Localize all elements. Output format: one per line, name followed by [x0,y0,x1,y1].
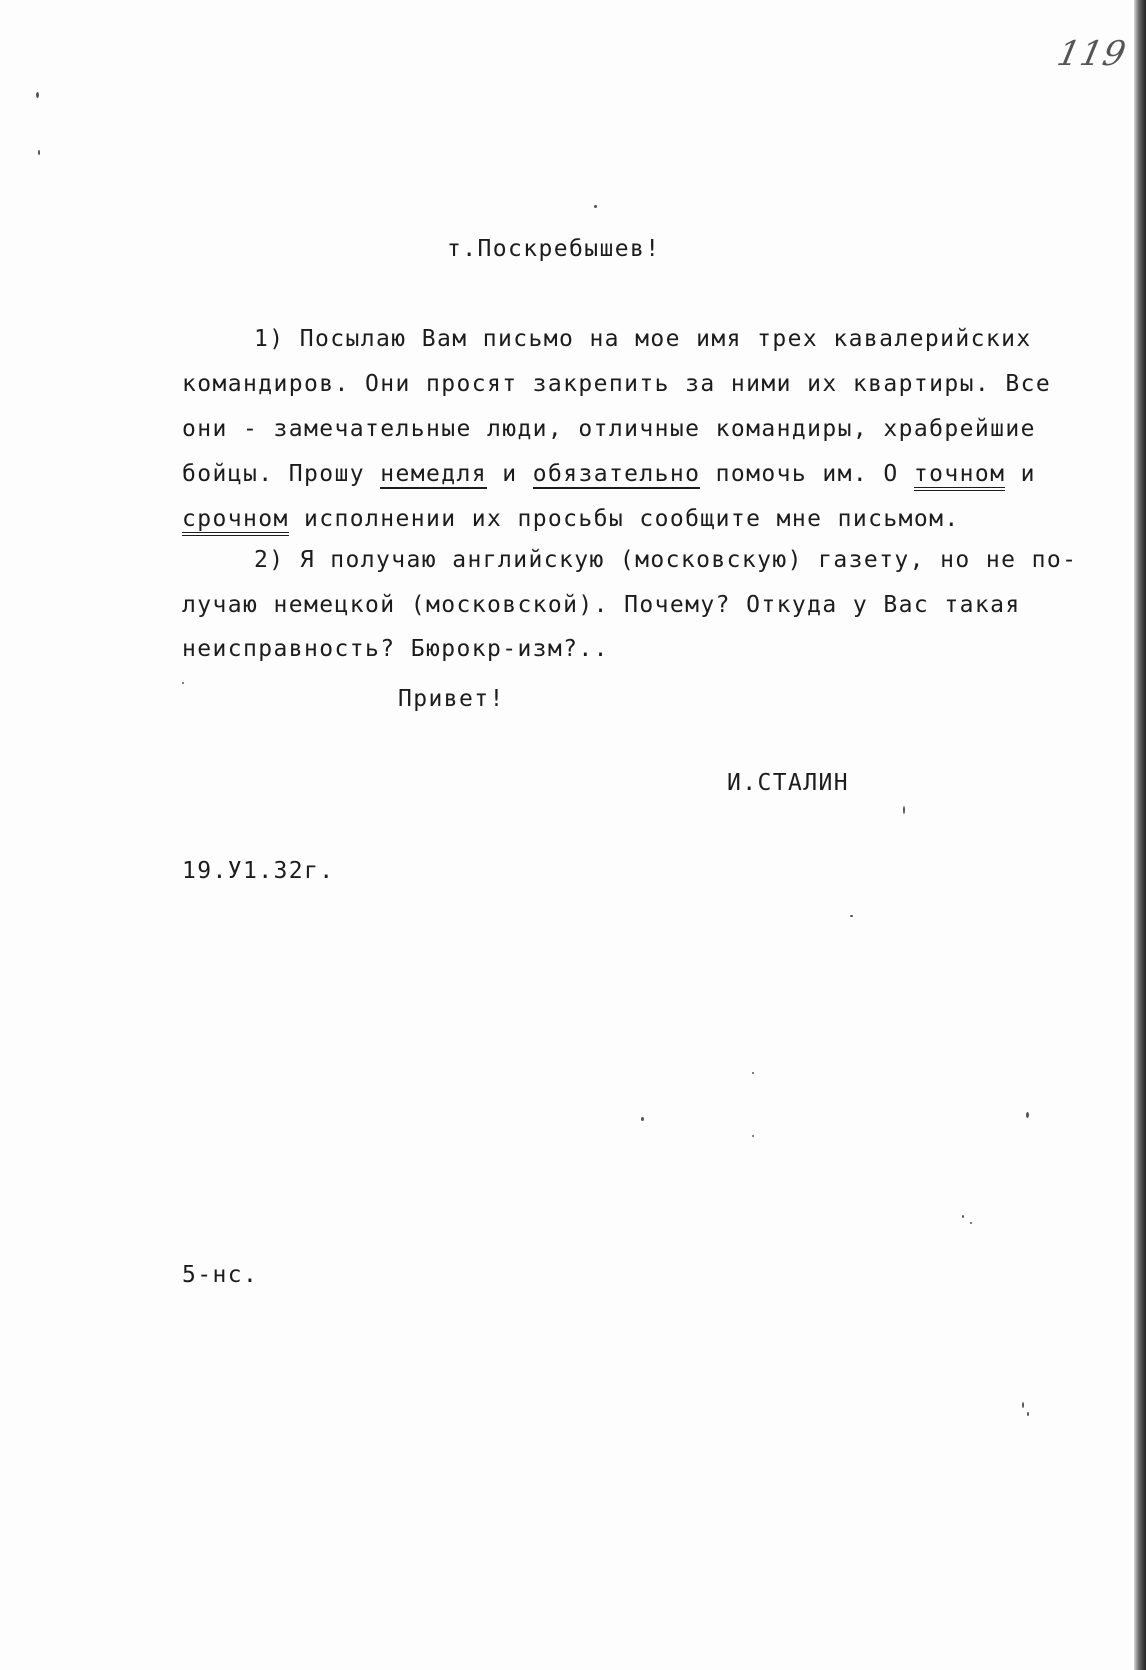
scan-speck [962,1215,964,1218]
text-segment: бойцы. Прошу [182,461,381,487]
scan-speck [903,806,905,814]
underlined-word: обязательно [532,461,701,487]
handwritten-page-number: 119 [1053,34,1131,74]
scan-speck [970,1222,972,1224]
scan-speck [594,205,597,208]
paragraph-2-line-2: лучаю немецкой (московской). Почему? Откуда у Вас такая [182,592,1021,618]
paragraph-1-line-1: 1) Посылаю Вам письмо на мое имя трех кавалерийских [254,326,1032,352]
underlined-word: немедля [380,461,487,487]
paragraph-1-line-3: они - замечательные люди, отличные командиры, храбрейшие [182,416,1036,442]
reference-code: 5-нс. [182,1262,259,1288]
salutation: т.Поскребышев! [447,236,661,262]
scan-speck [752,1072,754,1074]
closing: Привет! [398,686,505,712]
date: 19.У1.32г. [182,858,335,884]
scan-edge-shadow [1134,0,1146,1670]
scan-speck [182,682,184,684]
scan-speck [36,92,39,98]
paragraph-2-line-1: 2) Я получаю английскую (московскую) газету, но не по- [254,547,1078,573]
double-underlined-word: точном [914,461,1005,491]
paragraph-1-line-2: командиров. Они просят закрепить за ними их квартиры. Все [182,371,1052,397]
scan-speck [641,1117,644,1121]
scan-speck [1027,1412,1029,1416]
text-segment: и [1005,461,1036,487]
signature: И.СТАЛИН [727,770,849,796]
double-underlined-word: срочном [182,506,289,536]
text-segment: исполнении их просьбы сообщите мне письмом. [288,506,960,532]
scan-speck [38,150,40,155]
scan-speck [1026,1112,1029,1118]
text-segment: помочь им. О [700,461,914,487]
paragraph-1-line-4 [182,451,1036,497]
text-segment: и [486,461,533,487]
scan-speck [850,915,853,917]
scan-speck [1022,1402,1024,1408]
paragraph-2-line-3: неисправность? Бюрокр-изм?.. [182,636,609,662]
paragraph-1-line-5 [182,496,960,542]
scan-speck [752,1135,754,1137]
